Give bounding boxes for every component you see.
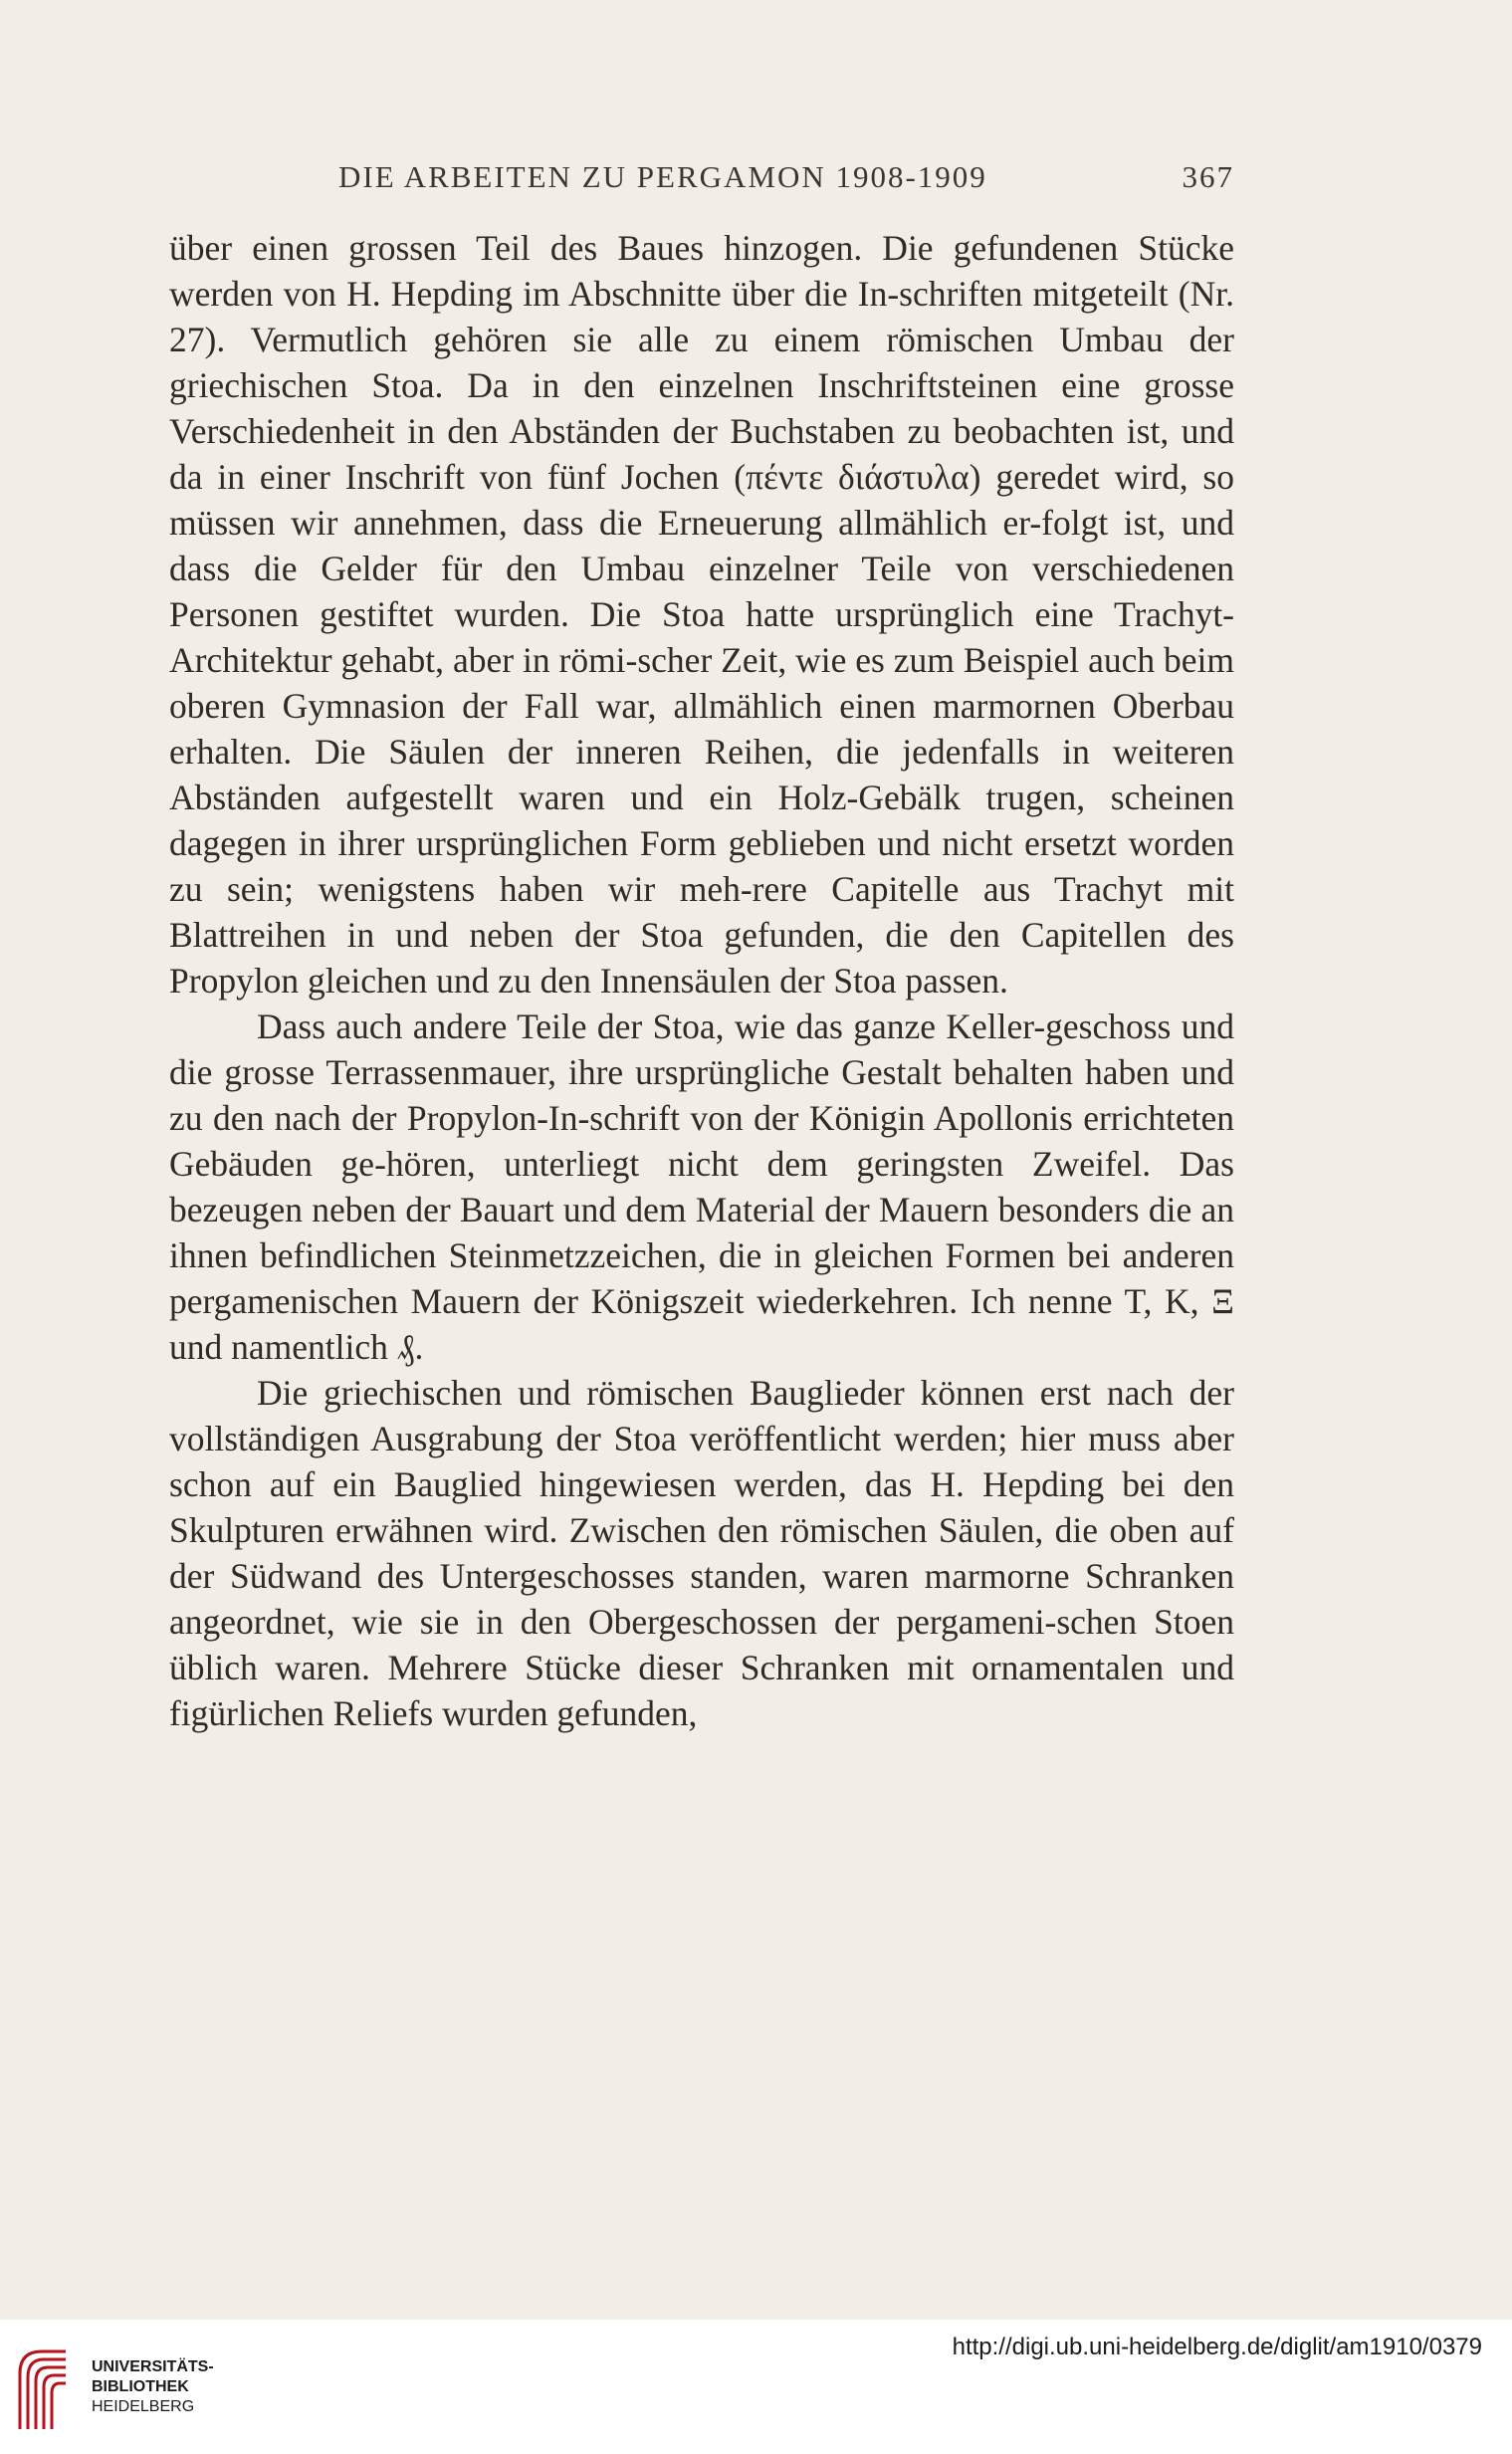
paragraph-3: Die griechischen und römischen Bauglieder können erst nach der vollständigen Ausgrabung der Stoa veröffentlicht werden; hier muss aber schon auf ein Bauglied hingewiesen werden, das H. Hepding bei den Skulpturen erwähnen wird. Zwischen den römischen Säulen, die oben auf der Südwand des Untergeschosses standen, waren marmorne Schranken angeordnet, wie sie in den Obergeschossen der pergameni-schen Stoen üblich waren. Mehrere Stücke dieser Schranken mit ornamentalen und figürlichen Reliefs wurden gefunden, (169, 1373, 1234, 1733)
running-head (169, 159, 1234, 199)
library-name-line-1: UNIVERSITÄTS- (92, 2358, 214, 2375)
library-name (92, 2357, 214, 2417)
paragraph-1: über einen grossen Teil des Baues hinzogen. Die gefundenen Stücke werden von H. Hepding im Abschnitte über die In-schriften mitgeteilt (Nr. 27). Vermutlich gehören sie alle zu einem römischen Umbau der griechischen Stoa. Da in den einzelnen Inschriftsteinen eine grosse Verschiedenheit in den Abständen der Buchstaben zu beobachten ist, und da in einer Inschrift von fünf Jochen (πέντε διάστυλα) geredet wird, so müssen wir annehmen, dass die Erneuerung allmählich er-folgt ist, und dass die Gelder für den Umbau einzelner Teile von verschiedenen Personen gestiftet wurden. Die Stoa hatte ursprünglich eine Trachyt-Architektur gehabt, aber in römi-scher Zeit, wie es zum Beispiel auch beim oberen Gymnasion der Fall war, allmählich einen marmornen Oberbau erhalten. Die Säulen der inneren Reihen, die jedenfalls in weiteren Abständen aufgestellt waren und ein Holz-Gebälk trugen, scheinen dagegen in ihrer ursprünglichen Form geblieben und nicht ersetzt worden zu sein; wenigstens haben wir meh-rere Capitelle aus Trachyt mit Blattreihen in und neben der Stoa gefunden, die den Capitellen des Propylon gleichen und zu den Innensäulen der Stoa passen. (169, 228, 1234, 1001)
library-name-line-3: HEIDELBERG (92, 2398, 195, 2415)
digitization-footer (0, 2320, 1512, 2454)
library-name-line-2: BIBLIOTHEK (92, 2378, 189, 2395)
library-logo-icon (14, 2343, 72, 2433)
source-url-link[interactable]: http://digi.ub.uni-heidelberg.de/diglit/am1910/0379 (952, 2334, 1482, 2360)
page-number: 367 (1182, 159, 1234, 194)
body-text (169, 225, 1234, 1736)
running-title: DIE ARBEITEN ZU PERGAMON 1908-1909 (338, 159, 987, 194)
paragraph-2: Dass auch andere Teile der Stoa, wie das ganze Keller-geschoss und die grosse Terrassenmauer, ihre ursprüngliche Gestalt behalten haben und zu den nach der Propylon-In-schrift von der Königin Apollonis errichteten Gebäuden ge-hören, unterliegt nicht dem geringsten Zweifel. Das bezeugen neben der Bauart und dem Material der Mauern besonders die an ihnen befindlichen Steinmetzzeichen, die in gleichen Formen bei anderen pergamenischen Mauern der Königszeit wiederkehren. Ich nenne T, K, Ξ und namentlich ₰. (169, 1006, 1234, 1367)
